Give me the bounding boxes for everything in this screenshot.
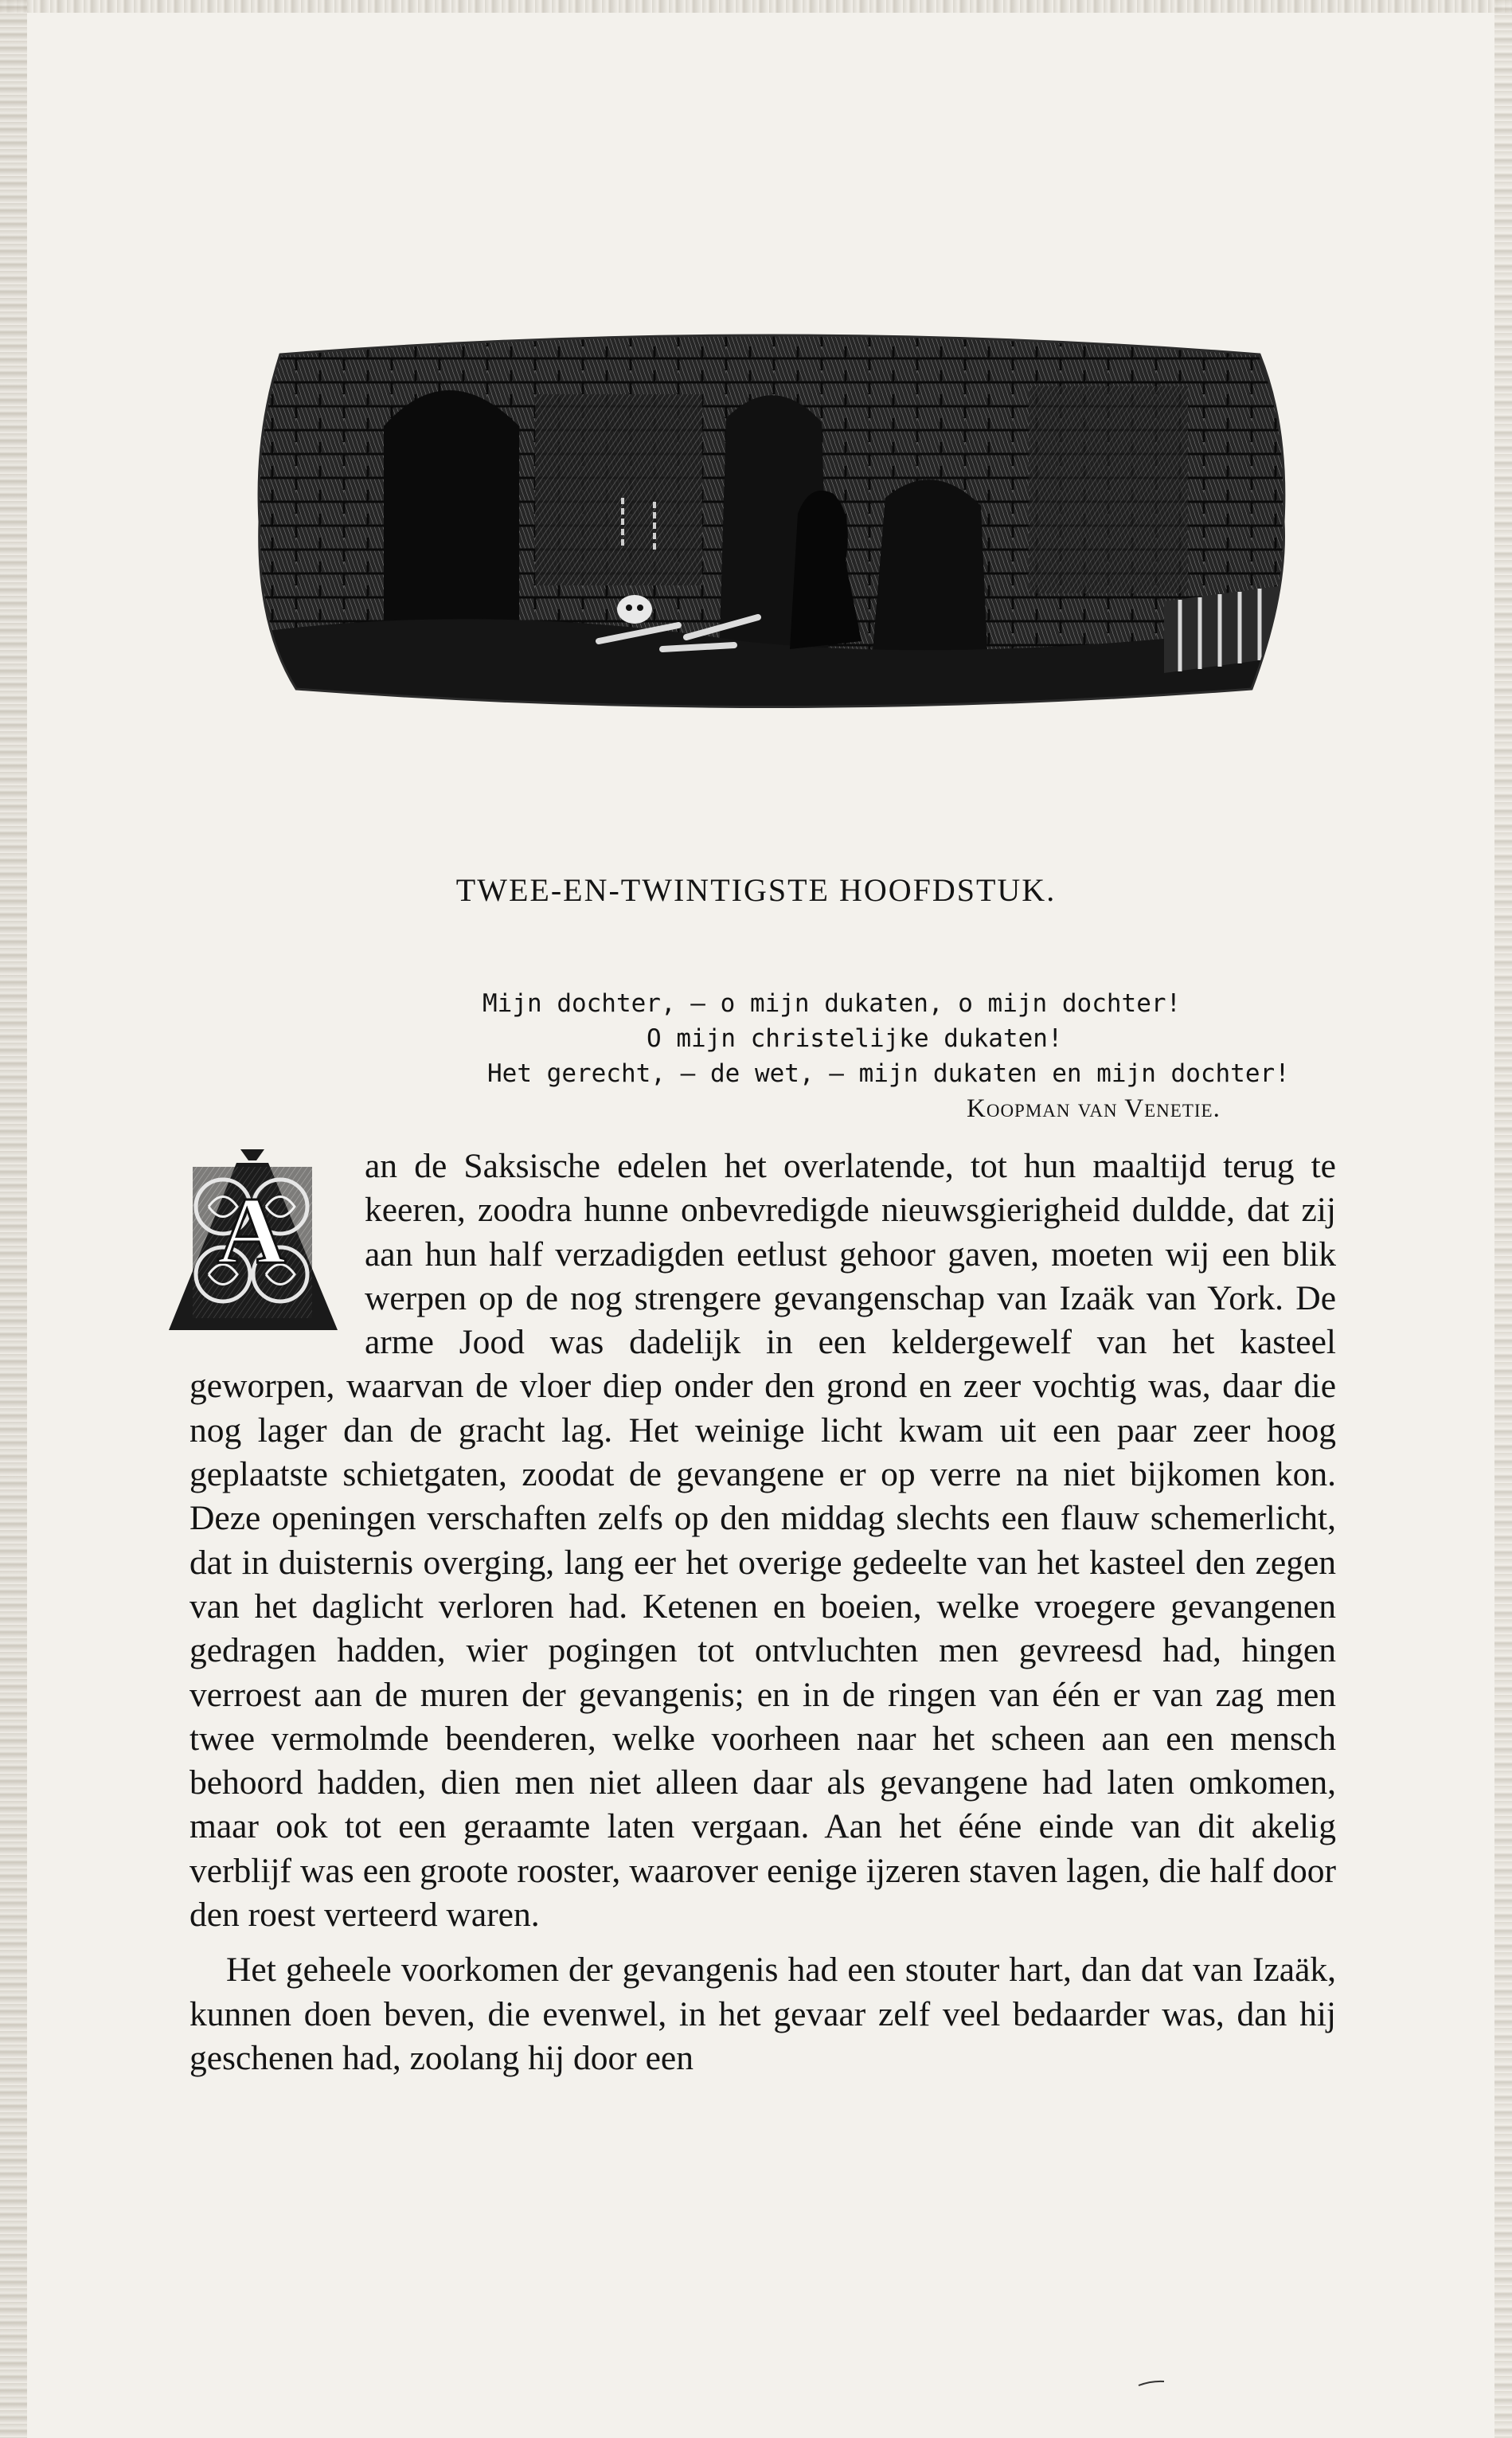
page-edge-left <box>0 0 27 2438</box>
paragraph-2: Het geheele voorkomen der gevangenis had een stouter hart, dan dat van Izaäk, kunnen doen beven, die evenwel, in het gevaar zelf veel bedaarder was, dan hij geschenen had, zoolang hij door een <box>189 1951 1336 2077</box>
chapter-body <box>189 1145 1336 2080</box>
dungeon-illustration <box>248 323 1293 718</box>
ornamental-initial-icon <box>161 1143 344 1336</box>
epigraph-line-3: Het gerecht, — de wet, — mijn dukaten en mijn dochter! <box>487 1059 1290 1088</box>
paragraph-1: an de Saksische edelen het overlatende, tot hun maaltijd terug te keeren, zoodra hunne onbevredigde nieuwsgierigheid duldde, dat zij aan hun half verzadigden eetlust gehoor gaven, moeten wij een blik werpen op de nog strengere gevangenschap van Izaäk van York. De arme Jood was dadelijk in een keldergewelf van het kasteel geworpen, waarvan de vloer diep onder den grond en zeer vochtig was, daar die nog lager dan de gracht lag. Het weinige licht kwam uit een paar zeer hoog geplaatste schietgaten, zoodat de gevangene er op verre na niet bijkomen kon. Deze openingen verschaften zelfs op den middag slechts een flauw schemerlicht, dat in duisternis overging, lang eer het overige gedeelte van het kasteel den zegen van het daglicht verloren had. Ketenen en boeien, welke vroegere gevangenen gedragen hadden, wier pogingen tot ontvluchten men gevreesd had, hingen verroest aan de muren der gevangenis; en in de ringen van één er van zag men twee vermolmde beenderen, welke voorheen naar het scheen aan een mensch behoord hadden, dien men niet alleen daar als gevangene had laten omkomen, maar ook tot een geraamte laten vergaan. Aan het ééne einde van dit akelig verblijf was een groote rooster, waarover eenige ijzeren staven lagen, die half door den roest verteerd waren. <box>189 1147 1336 1935</box>
epigraph <box>462 986 1338 1126</box>
epigraph-attribution: Koopman van Venetie. <box>967 1094 1221 1123</box>
chapter-title: TWEE-EN-TWINTIGSTE HOOFDSTUK. <box>455 872 1057 908</box>
page-edge-top <box>0 0 1512 13</box>
page-edge-right <box>1494 0 1512 2438</box>
drop-cap-ornament <box>161 1143 344 1336</box>
stray-ink-mark-icon <box>1137 2379 1166 2387</box>
epigraph-line-2: O mijn christelijke dukaten! <box>647 1024 1063 1053</box>
dungeon-vignette-icon <box>248 323 1293 718</box>
epigraph-line-1: Mijn dochter, — o mijn dukaten, o mijn dochter! <box>483 989 1182 1018</box>
drop-cap-letter: A <box>217 1177 287 1283</box>
